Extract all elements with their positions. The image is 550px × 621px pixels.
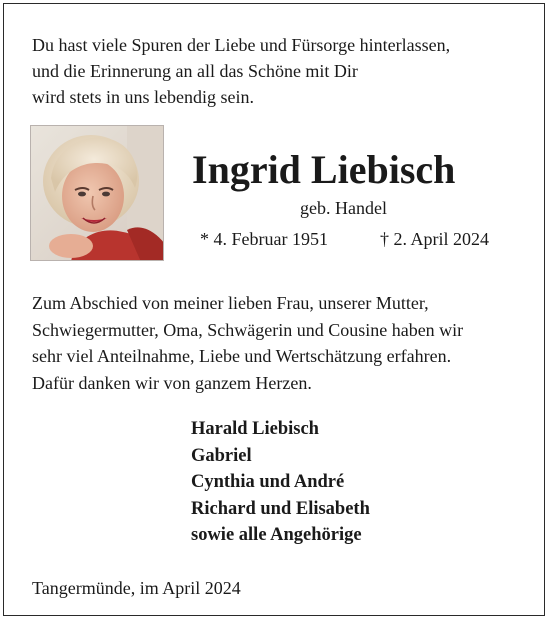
message-line: sehr viel Anteilnahme, Liebe und Wertschätzung erfahren. <box>32 346 452 366</box>
memorial-poem <box>32 32 450 110</box>
death-date: † 2. April 2024 <box>380 229 490 249</box>
signer-name: Richard und Elisabeth <box>191 498 370 519</box>
portrait-photo <box>30 125 164 261</box>
signer-name: sowie alle Angehörige <box>191 525 362 545</box>
place-and-date: Tangermünde, im April 2024 <box>32 578 241 598</box>
poem-line: Du hast viele Spuren der Liebe und Fürsorge hinterlassen, <box>32 35 451 55</box>
birth-date: * 4. Februar 1951 <box>200 229 328 249</box>
message-line: Schwiegermutter, Oma, Schwägerin und Cousine haben wir <box>32 319 464 340</box>
message-line: Dafür danken wir von ganzem Herzen. <box>32 372 312 393</box>
poem-line: wird stets in uns lebendig sein. <box>32 87 254 107</box>
thank-you-message <box>32 290 463 396</box>
signers-list <box>191 416 370 549</box>
signer-name: Gabriel <box>191 445 252 466</box>
poem-line: und die Erinnerung an all das Schöne mit Dir <box>32 61 358 81</box>
signer-name: Cynthia und André <box>191 472 345 492</box>
signer-name: Harald Liebisch <box>191 419 319 439</box>
message-line: Zum Abschied von meiner lieben Frau, unserer Mutter, <box>32 293 429 313</box>
deceased-name: Ingrid Liebisch <box>192 147 456 192</box>
maiden-name: geb. Handel <box>300 198 387 218</box>
